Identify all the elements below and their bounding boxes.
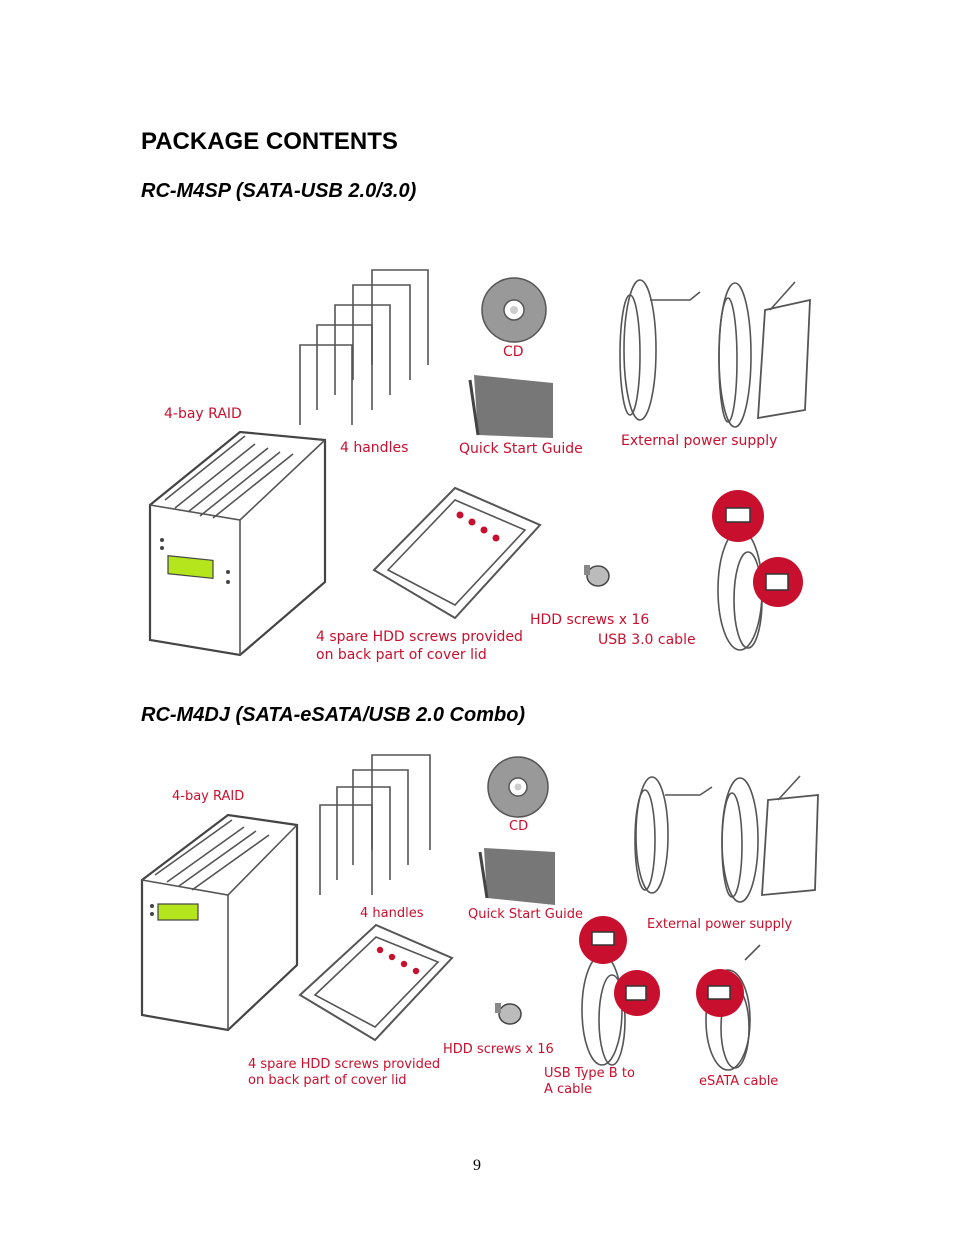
label-power-2: External power supply [647,917,793,932]
label-guide-1: Quick Start Guide [459,441,583,457]
usb-cable-illustration-1 [712,490,803,650]
guide-illustration-2 [480,848,555,905]
power-supply-illustration-2 [635,776,818,902]
label-spare-2a: 4 spare HDD screws provided [248,1057,441,1072]
guide-illustration-1 [470,375,553,438]
label-raid-2: 4-bay RAID [172,789,245,804]
screw-illustration-1 [584,565,609,586]
cd-illustration-1 [482,278,546,342]
section2-heading: RC-M4DJ (SATA-eSATA/USB 2.0 Combo) [141,704,526,726]
label-guide-2: Quick Start Guide [468,907,583,922]
label-spare-1a: 4 spare HDD screws provided [316,629,523,645]
label-spare-2b: on back part of cover lid [248,1073,407,1088]
label-cd-1: CD [503,344,524,360]
label-usb-2a: USB Type B to [544,1066,635,1081]
page-number: 9 [473,1157,481,1174]
screw-illustration-2 [495,1003,521,1024]
label-cd-2: CD [509,819,529,834]
label-handles-2: 4 handles [360,906,424,921]
page-title: PACKAGE CONTENTS [141,128,398,155]
cd-illustration-2 [488,757,548,817]
label-screws-1: HDD screws x 16 [530,612,650,628]
usb-cable-illustration-2 [579,916,660,1065]
section1-heading: RC-M4SP (SATA-USB 2.0/3.0) [141,180,417,202]
label-handles-1: 4 handles [340,440,409,456]
label-spare-1b: on back part of cover lid [316,647,487,663]
label-usb-2b: A cable [544,1082,593,1097]
handles-illustration-1 [300,270,428,425]
cover-lid-illustration-1 [374,488,540,618]
label-raid-1: 4-bay RAID [164,406,242,422]
esata-cable-illustration [696,945,760,1070]
handles-illustration-2 [320,755,430,895]
raid-enclosure-illustration-2 [142,815,297,1030]
label-esata-2: eSATA cable [699,1074,779,1089]
label-screws-2: HDD screws x 16 [443,1042,554,1057]
label-power-1: External power supply [621,433,778,449]
raid-enclosure-illustration-1 [150,432,325,655]
cover-lid-illustration-2 [300,925,452,1040]
label-cable-1: USB 3.0 cable [598,632,696,648]
power-supply-illustration-1 [620,280,810,427]
